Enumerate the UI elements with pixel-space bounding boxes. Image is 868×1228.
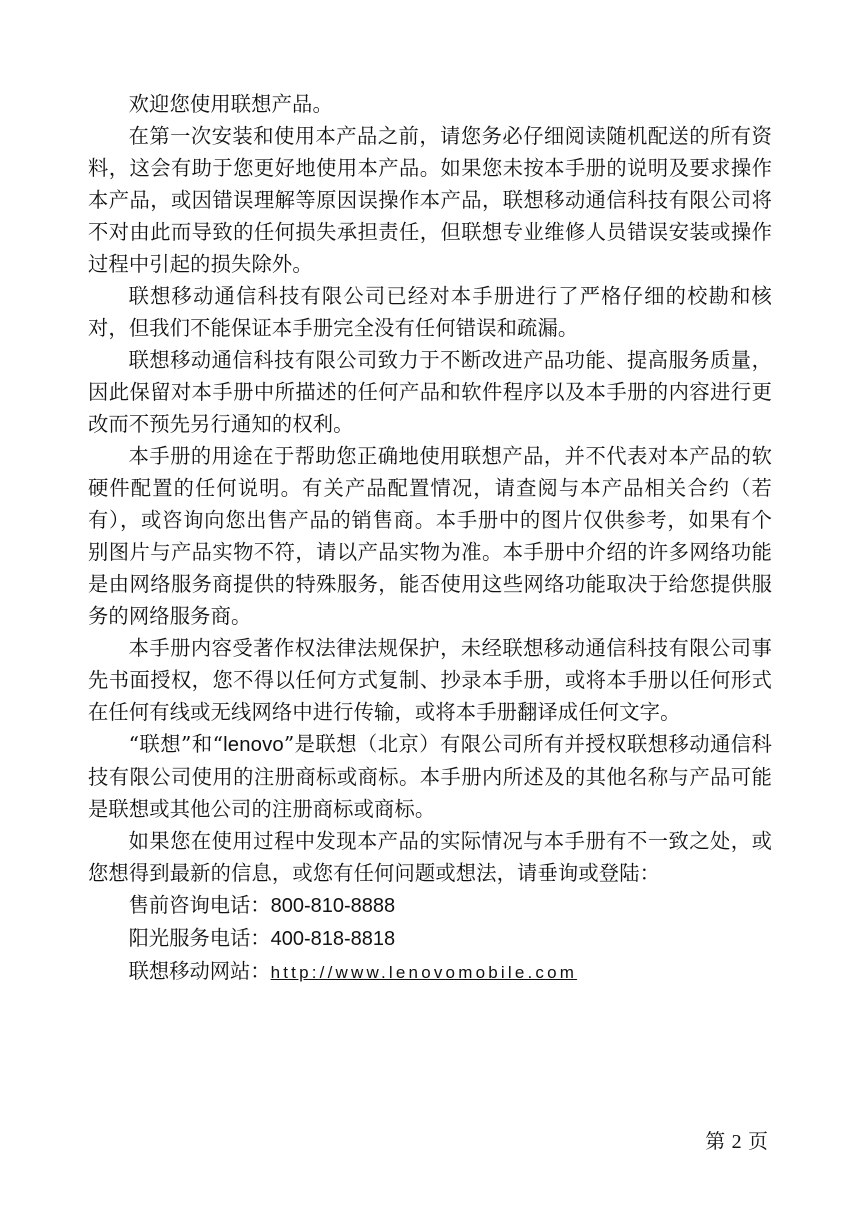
service-phone-line bbox=[88, 922, 772, 955]
page-number-value: 2 bbox=[731, 1131, 742, 1153]
accuracy-disclaimer-paragraph: 联想移动通信科技有限公司已经对本手册进行了严格仔细的校勘和核对，但我们不能保证本手册完全没有任何错误和疏漏。 bbox=[88, 284, 772, 340]
manual-purpose-paragraph: 本手册的用途在于帮助您正确地使用联想产品，并不代表对本产品的软硬件配置的任何说明。有关产品配置情况，请查阅与本产品相关合约（若有），或咨询向您出售产品的销售商。本手册中的图片仅供参考，如果有个别图片与产品实物不符，请以产品实物为准。本手册中介绍的许多网络功能是由网络服务商提供的特殊服务，能否使用这些网络功能取决于给您提供服务的网络服务商。 bbox=[88, 444, 772, 628]
contact-intro-paragraph: 如果您在使用过程中发现本产品的实际情况与本手册有不一致之处，或您想得到最新的信息，或您有任何问题或想法，请垂询或登陆： bbox=[88, 829, 772, 885]
trademark-text-start: “联想”和“ bbox=[128, 732, 224, 756]
service-phone-label: 阳光服务电话： bbox=[128, 926, 271, 950]
copyright-paragraph: 本手册内容受著作权法律法规保护，未经联想移动通信科技有限公司事先书面授权，您不得以任何方式复制、抄录本手册，或将本手册以任何形式在任何有线或无线网络中进行传输，或将本手册翻译成任何文字。 bbox=[88, 636, 772, 724]
trademark-paragraph bbox=[88, 728, 772, 825]
installation-notice-paragraph: 在第一次安装和使用本产品之前，请您务必仔细阅读随机配送的所有资料，这会有助于您更好地使用本产品。如果您未按本手册的说明及要求操作本产品，或因错误理解等原因误操作本产品，联想移动通信科技有限公司将不对由此而导致的任何损失承担责任，但联想专业维修人员错误安装或操作过程中引起的损失除外。 bbox=[88, 124, 772, 276]
presales-phone-line bbox=[88, 889, 772, 922]
welcome-paragraph: 欢迎您使用联想产品。 bbox=[128, 92, 333, 116]
website-link[interactable]: http://www.lenovomobile.com bbox=[270, 963, 578, 982]
change-rights-paragraph: 联想移动通信科技有限公司致力于不断改进产品功能、提高服务质量，因此保留对本手册中所描述的任何产品和软件程序以及本手册的内容进行更改而不预先另行通知的权利。 bbox=[88, 348, 772, 436]
document-body bbox=[88, 88, 772, 989]
page-number-prefix: 第 bbox=[705, 1129, 732, 1153]
trademark-brand: lenovo bbox=[223, 734, 284, 756]
website-label: 联想移动网站： bbox=[128, 959, 271, 983]
page-number bbox=[705, 1127, 768, 1156]
website-line bbox=[88, 955, 772, 989]
page-number-suffix: 页 bbox=[741, 1129, 768, 1153]
trademark-text-end: ”是联想（北京）有限公司所有并授权联想移动通信科技有限公司使用的注册商标或商标。本手册内所述及的其他名称与产品可能是联想或其他公司的注册商标或商标。 bbox=[88, 732, 772, 821]
presales-phone-label: 售前咨询电话： bbox=[128, 893, 271, 917]
presales-phone-number: 800-810-8888 bbox=[270, 895, 396, 917]
service-phone-number: 400-818-8818 bbox=[270, 928, 396, 950]
